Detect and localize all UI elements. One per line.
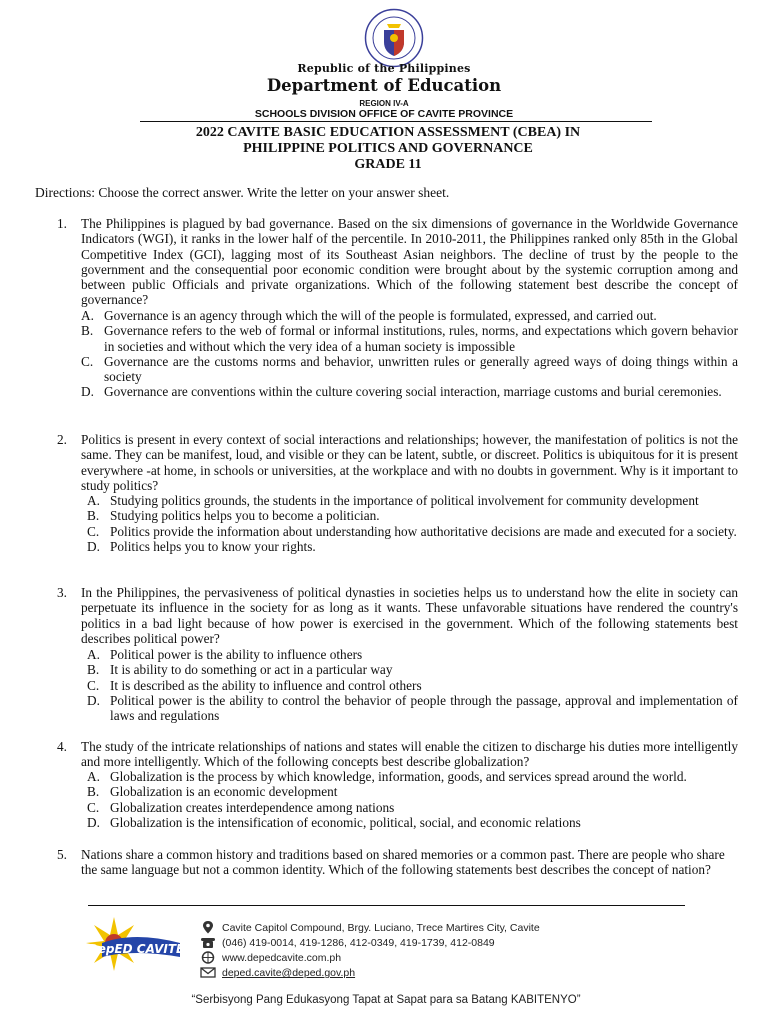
option-d[interactable]: D. Political power is the ability to control the behavior of people through the passage, approval and implementation of laws and regulations xyxy=(87,692,738,724)
question-number: 5. xyxy=(57,847,67,862)
option-a[interactable]: A. Political power is the ability to influence others xyxy=(87,647,363,662)
svg-text:DepED CAVITE: DepED CAVITE xyxy=(87,942,184,956)
deped-seal-icon xyxy=(364,8,424,68)
globe-icon xyxy=(200,951,216,964)
question-number: 1. xyxy=(57,216,67,231)
option-d[interactable]: D. Globalization is the intensification of economic, political, social, and economic relations xyxy=(87,814,581,830)
department-name: Department of Education xyxy=(266,76,502,95)
deped-cavite-logo xyxy=(84,913,184,975)
option-b[interactable]: B. It is ability to do something or act in a particular way xyxy=(87,662,393,678)
option-a[interactable]: A. Globalization is the process by which knowledge, information, goods, and services spread around the world. xyxy=(87,769,687,784)
option-b[interactable]: B. Governance refers to the web of formal or informal institutions, rules, norms, and expectations which govern behavior in societies and without which the very idea of a human society is impossible xyxy=(81,323,738,354)
option-d[interactable]: D. Governance are conventions within the culture covering social interaction, marriage customs and burial ceremonies. xyxy=(81,384,722,400)
division-label: SCHOOLS DIVISION OFFICE OF CAVITE PROVINCE xyxy=(254,108,514,120)
question-text: The Philippines is plagued by bad governance. Based on the six dimensions of governance in the Worldwide Governance Indicators (WGI), it ranks in the lower half of the percentile. In 2010-2011, the Philippines ranked only 85th in the Global Competitive Index (GCI), lagging most of its Southeast Asian neighbors. The decline of trust by the people to the government and the consequential poor economic condition were brought about by the systemic corruption among and between public Officials and private organizations. Which of the following statement best describe the concept of governance? xyxy=(81,216,738,308)
telephone-icon xyxy=(200,936,216,949)
header-divider xyxy=(140,121,652,122)
envelope-icon xyxy=(200,966,216,979)
question-text: In the Philippines, the pervasiveness of political dynasties in societies helps us to understand how the elite in society can perpetuate its influence in the society for as long as it wants. These unfavorable situations have rendered the country's politics in a bad light because of how power is exercised in the government. Which of the following statements best describes political power? xyxy=(81,585,738,646)
region-label: REGION IV-A xyxy=(359,99,409,108)
option-c[interactable]: C. Politics provide the information about understanding how authoritative decisions are made and executed for a society. xyxy=(87,523,737,539)
answer-options xyxy=(87,769,738,830)
option-d[interactable]: D. Politics helps you to know your rights. xyxy=(87,538,316,554)
footer-slogan: “Serbisyong Pang Edukasyong Tapat at Sapat para sa Batang KABITENYO” xyxy=(191,994,581,1006)
option-b[interactable]: B. Globalization is an economic development xyxy=(87,784,338,800)
footer-divider xyxy=(88,905,685,906)
option-c[interactable]: C. Globalization creates interdependence among nations xyxy=(87,799,395,815)
question-number: 4. xyxy=(57,739,67,754)
location-pin-icon xyxy=(200,921,216,934)
answer-options xyxy=(87,493,738,554)
question-text: The study of the intricate relationships of nations and states will enable the citizen to discharge his duties more intelligently and more intelligently. Which of the following concepts best describe globalization? xyxy=(81,739,738,770)
question-number: 2. xyxy=(57,432,67,447)
question-number: 3. xyxy=(57,585,67,600)
option-a[interactable]: A. Studying politics grounds, the students in the importance of political involvement for community development xyxy=(87,493,699,508)
exam-title-line-1: 2022 CAVITE BASIC EDUCATION ASSESSMENT (CBEA) IN xyxy=(195,125,581,140)
republic-label: Republic of the Philippines xyxy=(297,62,471,75)
option-c[interactable]: C. Governance are the customs norms and behavior, unwritten rules or generally agreed ways of doing things within a society xyxy=(81,353,738,385)
answer-options xyxy=(81,308,738,400)
option-a[interactable]: A. Governance is an agency through which the will of the people is formulated, expressed, and carried out. xyxy=(81,308,657,323)
option-b[interactable]: B. Studying politics helps you to become a politician. xyxy=(87,508,380,524)
question-text: Nations share a common history and traditions based on shared memories or a common past. There are people who share the same language but not a common identity. Which of the following statements best describes the concept of nation? xyxy=(81,847,725,878)
exam-title-line-3: GRADE 11 xyxy=(354,157,422,172)
answer-options xyxy=(87,647,738,723)
exam-title-line-2: PHILIPPINE POLITICS AND GOVERNANCE xyxy=(243,141,533,156)
directions: Directions: Choose the correct answer. Write the letter on your answer sheet. xyxy=(35,185,450,200)
question-text: Politics is present in every context of social interactions and relationships; however, the manifestation of politics is not the same. They can be manifest, loud, and visible or they can be latent, subtle, or discreet. Politics is ubiquitous for it is present everywhere -at home, in schools or universities, at the workplace and with no doubts in government. Why is it important to study politics? xyxy=(81,432,738,493)
option-c[interactable]: C. It is described as the ability to influence and control others xyxy=(87,677,422,693)
